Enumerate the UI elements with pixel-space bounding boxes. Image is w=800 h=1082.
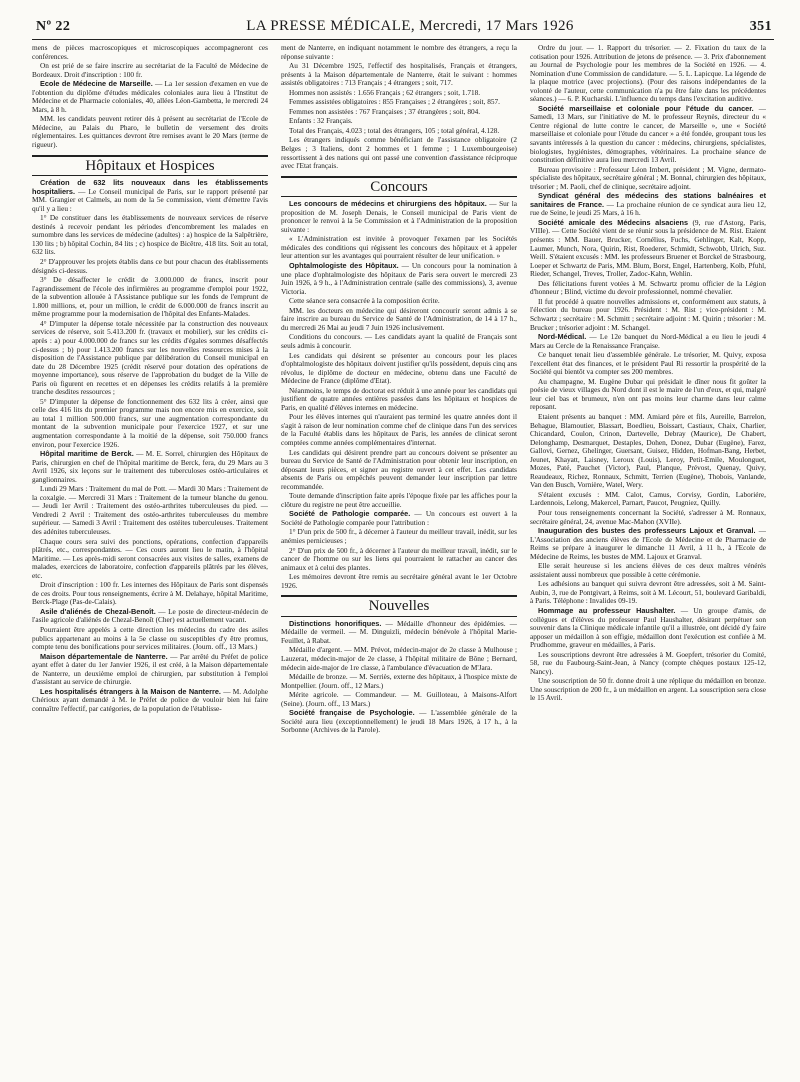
article-text: — Le Conseil municipal de Paris, sur le rapport présenté par MM. Grangier et Calmels, au nom de la 5e commission, vient d'émettre l'avis qu'il y a lieu : xyxy=(32,186,268,213)
masthead-title xyxy=(246,18,574,35)
article-ophtalmologiste xyxy=(281,262,517,296)
article-title: Société de Pathologie comparée. xyxy=(289,509,411,519)
paragraph: Les souscriptions devront être adressées à M. Goepfert, trésorier du Comité, 58, rue du Faubourg-Saint-Jean, à Nancy (compte chèques postaux 125-12, Nancy). xyxy=(530,649,766,676)
article-syndicat xyxy=(530,192,766,218)
article-pathologie xyxy=(281,510,517,527)
article-text: — Le 12e banquet du Nord-Médical a eu lieu le jeudi 4 Mars au Cercle de la Renaissance Française. xyxy=(530,332,766,350)
article-title: Maison départementale de Nanterre. xyxy=(40,651,168,661)
article-inauguration xyxy=(530,527,766,561)
paragraph: 2° D'approuver les projets établis dans ce but pour chacun des établissements désignés ci-dessus. xyxy=(32,257,268,275)
paragraph: Néanmoins, le temps de doctorat est réduit à une année pour les candidats qui justifient de quatre années entières passées dans les hôpitaux et hospices de Paris, en qualité d'élèves internes en médecine. xyxy=(281,385,517,412)
article-alsaciens xyxy=(530,219,766,279)
paragraph: 3° De désaffecter le crédit de 3.000.000 de francs, inscrit pour l'agrandissement de l'école des infirmières au programme d'emploi pour 1922, de la subvention allouée à l'Assistance publique sur les fonds de l'emprunt de 1.800 millions, et, pour un million, le crédit de 6.000.000 de francs inscrit au même programme pour la modernisation de l'hôpital des Enfants-Malades. xyxy=(32,275,268,319)
article-text: — Samedi, 13 Mars, sur l'initiative de M. le professeur Reynès, directeur du « Centre régional de lutte contre le cancer, de Marseille », une « Société marseillaise et coloniale pour l'étude du cancer » a été fondée, groupant tous les savants intéressés à la question du cancer : médecins, chirurgiens, spécialistes, biologistes, hygiénistes, démographes, vétérinaires. La prochaine séance de constitution définitive aura lieu mercredi 13 Avril. xyxy=(530,103,766,165)
paragraph: Pourraient être appelés à cette direction les médecins du cadre des asiles publics appartenant au moins à la 5e classe ou susceptibles d'y être promus, compte tenu des bonifications pour services militaires. (Journ. off., 13 Mars.) xyxy=(32,625,268,652)
paragraph: Enfants : 32 Français. xyxy=(289,116,353,126)
article-title: Ecole de Médecine de Marseille. xyxy=(40,79,153,89)
paragraph: On est prié de se faire inscrire au secrétariat de la Faculté de Médecine de Bordeaux. Droit d'inscription : 100 fr. xyxy=(32,61,268,79)
paragraph: Les candidats qui désirent se présenter au concours pour les places d'ophtalmologiste des hôpitaux doivent justifier qu'ils possèdent, depuis cinq ans révolus, le diplôme de docteur en médecine, obtenu dans une Faculté de Médecine de France (diplôme d'Etat). xyxy=(281,350,517,386)
paragraph: 1° De constituer dans les établissements de nouveaux services de réserve destinés à recevoir pendant les périodes d'encombrement les malades en surnombre dans les services de médecine (adultes) : a) hospice de la Salpêtrière, 130 lits ; b) hôpital Cochin, 84 lits ; c) hospice de Bicêtre, 418 lits. Soit au total, 632 lits. xyxy=(32,213,268,257)
article-hospitalises xyxy=(32,688,268,714)
article-cancer-marseille xyxy=(530,105,766,165)
paragraph: Femmes assistées obligatoires : 855 Françaises ; 2 étrangères ; soit, 857. xyxy=(289,97,500,107)
paragraph: Droit d'inscription : 100 fr. Les internes des Hôpitaux de Paris sont dispensés de ces droits. Pour tous renseignements, écrire à M. Delahaye, hôpital Maritime, Berck-Plage (Pas-de-Calais). xyxy=(32,580,268,607)
article-concours xyxy=(281,200,517,234)
paragraph: Femmes non assistées : 767 Françaises ; 37 étrangères ; soit, 804. xyxy=(289,106,481,116)
article-text: — Par arrêté du Préfet de police ayant effet à dater du 1er Janvier 1926, il est créé, à la Maison départementale de Nanterre, un deuxième emploi de chirurgien, par substitution à l'emploi d'assistant au service de chirurgie. xyxy=(32,651,268,687)
article-text: — Sur la proposition de M. Joseph Denais, le Conseil municipal de Paris vient de prononcer le renvoi à la 5e Commission et à l'Administration de la proposition suivante : xyxy=(281,199,517,234)
paragraph: Les mémoires devront être remis au secrétaire général avant le 1er Octobre 1926. xyxy=(281,572,517,590)
issue-number: Nº 22 xyxy=(36,19,71,34)
paragraph: Toute demande d'inscription faite après l'époque fixée par les affiches pour la clôture du registre ne peut être accueillie. xyxy=(281,491,517,509)
article-text: — Médaille d'honneur des épidémies. — Médaille de vermeil. — M. Dinguizli, médecin bénévole à l'hôpital Marie-Feuillet, à Rabat. xyxy=(281,618,517,645)
section-heading-concours: Concours xyxy=(281,176,517,198)
article-berck xyxy=(32,450,268,484)
article-distinctions xyxy=(281,620,517,646)
masthead xyxy=(32,12,774,40)
article-title: Création de 632 lits nouveaux dans les établissements hospitaliers. xyxy=(32,178,268,196)
paragraph: 5° D'imputer la dépense de fonctionnement des 632 lits à créer, ainsi que celle des 416 lits du premier programme mais non encore mis en exercice, soit au total 1 million 500.000 francs, sur une augmentation correspondante du montant de la subvention municipale pour l'exercice 1927, et sur une augmentation correspondante à la moitié de la dépense, soit 750.000 francs environ, pour l'exercice 1926. xyxy=(32,396,268,449)
paragraph: MM. les docteurs en médecine qui désireront concourir seront admis à se faire inscrire au bureau du Service de Santé de l'Administration, de 14 à 17 h., du mercredi 26 Mai au jeudi 7 Juin 1926 inclusivement. xyxy=(281,305,517,332)
article-text: (9, rue d'Astorg, Paris, VIIIe). — Cette Société vient de se réunir sous la présidence de M. Rist. Etaient présents : MM. Bauer, Brucker, Cornélius, Fuchs, Gehlinger, Kalt, Kopp, Laumer, Munch, Nora, Quirin, Rist, Roederer, Schmidt, Schwobb, Ulrich, Suz. Weill. S'étaient excusés : MM. les professeurs Bruener et Borckel de Strasbourg, Loeper et Schwartz de Paris, MM. Blum, Borst, Engel, Hartenberg, Kolb, Pfuhl, Rieder, Schangel, Treves, Troller, Zadoc-Kahn, Wehlin. xyxy=(530,217,766,279)
paragraph: Au champagne, M. Eugène Dubar qui présidait le dîner nous fit goûter la poésie de vieux villages du Nord dont il est le maire de l'un d'eux, et qui, malgré leur ciel bas et brumeux, n'en ont pas moins leur charme dans leur calme reposant. xyxy=(530,376,766,412)
paragraph: 4° D'imputer la dépense totale nécessitée par la construction des nouveaux services de réserve, soit 5.413.200 fr. (travaux et mobilier), sur les crédits ci-après : a) pour 4.000.000 de francs sur les crédits d'égales sommes désaffectés ci-dessus ; b) pour 1.413.200 francs sur les nouvelles ressources mises à la disposition de l'Assistance publique par délibération du Conseil municipal en date du 28 Décembre 1925 (crédit réservé pour dotation des opérations de moyenne importance), sous réserve de l'approbation du budget de la Ville de Paris où figurent en recettes et en dépenses les crédits relatifs à la première tranche desdites ressources ; xyxy=(32,318,268,397)
paragraph: 2° D'un prix de 500 fr., à décerner à l'auteur du meilleur travail, inédit, sur le cancer de l'homme ou sur les liens qui pourraient le rattacher au cancer des animaux et à celui des plantes. xyxy=(281,545,517,572)
article-title: Distinctions honorifiques. xyxy=(289,618,382,628)
paragraph: Les adhésions au banquet qui suivra devront être adressées, soit à M. Saint-Aubin, 3, rue de Pontgivart, à Reims, soit à M. Lécourt, 51, boulevard Garibaldi, à Paris. Téléphone : Invalides 09-19. xyxy=(530,579,766,606)
publication-name: LA PRESSE MÉDICALE, xyxy=(246,18,416,34)
article-text: — La 1er session d'examen en vue de l'obtention du diplôme d'études médicales coloniales aura lieu à l'Institut de Médecine et de Pharmacie coloniales, 40, allées Léon-Gambetta, le mercredi 24 Mars, à 8 h. xyxy=(32,79,268,114)
column-2 xyxy=(281,44,517,1074)
paragraph: Il fut procédé à quatre nouvelles admissions et, conformément aux statuts, à l'élection du bureau pour 1926. Président : M. Rist ; vice-président : M. Schwartz ; secrétaire : M. Schmitt ; secrétaire adjoint : M. Quirin ; trésorier : M. Brucker ; trésorier adjoint : M. Schangel. xyxy=(530,296,766,332)
article-text: — La prochaine réunion de ce syndicat aura lieu 12, rue de Seine, le jeudi 25 Mars, à 16 h. xyxy=(530,199,766,218)
columns xyxy=(32,44,774,1074)
paragraph: Total des Français, 4.023 ; total des étrangers, 105 ; total général, 4.128. xyxy=(289,125,500,135)
paragraph: Elle serait heureuse si les anciens élèves de ces deux maîtres vénérés assistaient aussi nombreux que possible à cette cérémonie. xyxy=(530,561,766,579)
paragraph: Mérite agricole. — Commandeur. — M. Guilloteau, à Maisons-Alfort (Seine). (Journ. off., 13 Mars.) xyxy=(281,690,517,708)
paragraph: Conditions du concours. — Les candidats ayant la qualité de Français sont seuls admis à concourir. xyxy=(281,332,517,350)
article-title: Hôpital maritime de Berck. xyxy=(40,449,134,459)
paragraph: Ce banquet tenait lieu d'assemblée générale. Le trésorier, M. Quivy, exposa l'excellent état des finances, et le président Paul Ri ressortir la prospérité de la Société qui bientôt va compter ses 200 membres. xyxy=(530,350,766,377)
article-title: Société française de Psychologie. xyxy=(289,708,415,718)
article-creation-lits xyxy=(32,179,268,213)
article-title: Société amicale des Médecins alsaciens xyxy=(538,217,689,227)
article-text: — L'assemblée générale de la Société aura lieu (exceptionnellement) le jeudi 18 Mars 1926, à 17 h., à la Sorbonne (Archives de la Parole). xyxy=(281,708,517,735)
paragraph: Médaille de bronze. — M. Serriès, externe des hôpitaux, à l'hospice mixte de Montpellier. (Journ. off., 12 Mars.) xyxy=(281,672,517,690)
paragraph: Pour tous renseignements concernant la Société, s'adresser à M. Ronnaux, secrétaire général, 24, avenue Mac-Mahon (XVIIe). xyxy=(530,507,766,526)
paragraph: 1° D'un prix de 500 fr., à décerner à l'auteur du meilleur travail, inédit, sur les anémies pernicieuses ; xyxy=(281,527,517,545)
article-nord-medical xyxy=(530,333,766,350)
article-text: — M. Adolphe Chérioux ayant demandé à M. le Préfet de police de vouloir bien lui faire connaître l'effectif, par catégories, de la population de l'établisse- xyxy=(32,686,268,713)
issue-date: Mercredi, 17 Mars 1926 xyxy=(419,18,574,34)
article-title: Inauguration des bustes des professeurs Lajoux et Granval. xyxy=(538,526,756,536)
paragraph: Médaille d'argent. — MM. Prévot, médecin-major de 2e classe à Mulhouse ; Lauzerat, médecin-major de 2e classe, à l'hôpital militaire de Bône ; Bernard, médecin aide-major de 1re classe, à l'ambulance d'évacuation de M'Jara. xyxy=(281,645,517,672)
column-3 xyxy=(530,44,766,1074)
paragraph: Cette séance sera consacrée à la composition écrite. xyxy=(289,296,440,306)
page-number: 351 xyxy=(749,19,772,34)
paragraph: Lundi 29 Mars : Traitement du mal de Pott. — Mardi 30 Mars : Traitement de la coxalgie. — Mercredi 31 Mars : Traitement de la tumeur blanche du genou. — Jeudi 1er Avril : Traitement des ostéo-arthrites tuberculeuses du pied. — Vendredi 2 Avril : Traitement des ostéo-arthrites tuberculeuses du membre supérieur. — Samedi 3 Avril : Traitement des ostéites tuberculeuses. Traitement des adénites tuberculeuses. xyxy=(32,484,268,536)
section-heading-nouvelles: Nouvelles xyxy=(281,595,517,617)
article-text: — Le poste de directeur-médecin de l'asile agricole d'aliénés de Chezal-Benoît (Cher) est actuellement vacant. xyxy=(32,606,268,625)
paragraph: Ordre du jour. — 1. Rapport du trésorier. — 2. Fixation du taux de la cotisation pour 1926. Attribution de jetons de présence. — 3. Prix d'abonnement au Journal de Psychologie pour les membres de la Société en 1926. — 4. Nomination d'une Commission de candidature. — 5. L. Lapicque. La légende de la plaque motrice (avec projections). (Pour des raisons indépendantes de la volonté de l'auteur, cette communication n'a pu être faite dans les précédentes séances.) — 6. P. Kucharski. L'influence du temps dans l'excitation auditive. xyxy=(530,44,766,104)
paragraph: Chaque cours sera suivi des ponctions, opérations, confection d'appareils plâtrés, etc., correspondantes. — Ces cours auront lieu le matin, à l'hôpital Maritime. — Les après-midi seront consacrées aux visites de salles, examens de malades, exercices de laboratoire, confection d'appareils plâtrés par les élèves, etc. xyxy=(32,536,268,580)
paragraph: Etaient présents au banquet : MM. Amiard père et fils, Aureille, Barrelon, Behague, Blamoutier, Blassart, Boedlieu, Boissart, Castiaux, Chaix, Charlier, Chicandard, Coulon, Crinon, Dartevelle, Debray (Maurice), De Chabert, Delonghamp, Desmarquet, Destaples, Dohen, Donez, Dubar (Eugène), Farez, Gallovi, Gernez, Ghelinger, Guersant, Guisez, Hidden, Hofman-Bang, Herbet, Jeunet, Khayatt, Laisney, Leroux (Louis), Leroy, Petit-Emile, Moulonguet, Mozes, Paté, Pauchet (Victor), Paul, Planque, Prévost, Quenay, Quivy, Reaudeaux, Richez, Ronnaux, Schmitt, Terrien (Eugène), Thobois, Vanlande, Van den Busch, Vornière, Watel, Wery. xyxy=(530,411,766,490)
paragraph: « L'Administration est invitée à provoquer l'examen par les Sociétés médicales des conditions qui régissent les concours des hôpitaux et à appeler leur attention sur les avantages qui pourraient résulter de leur unification. » xyxy=(281,234,517,261)
article-nanterre xyxy=(32,653,268,687)
article-title: Les concours de médecins et chirurgiens des hôpitaux. xyxy=(289,199,487,209)
article-ecole-marseille xyxy=(32,80,268,114)
article-haushalter xyxy=(530,607,766,650)
paragraph: Bureau provisoire : Professeur Léon Imbert, président ; M. Vigne, dermato-spécialiste des hôpitaux, secrétaire général ; M. Bonnal, chirurgien des hôpitaux, trésorier ; M. Paoli, chef de clinique, secrétaire adjoint. xyxy=(530,164,766,191)
paragraph: Les étrangers indiqués comme bénéficiant de l'assistance obligatoire (2 Belges ; 3 Italiens, dont 2 hommes et 1 femme ; 1 Luxembourgeoise) ressortissent à des nations qui ont passé une convention d'assistance réciproque avec l'Etat français. xyxy=(281,135,517,171)
article-title: Nord-Médical. xyxy=(538,332,587,342)
paragraph: Des félicitations furent votées à M. Schwartz promu officier de la Légion d'honneur ; Blind, victime du devoir professionnel, nommé chevalier. xyxy=(530,278,766,297)
paragraph: S'étaient excusés : MM. Calot, Camus, Corvisy, Gordin, Laboriére, Lardennois, Lelong, Makercel, Parnart, Paucot, Peugniez, Quilly. xyxy=(530,489,766,508)
paragraph: Une souscription de 50 fr. donne droit à une réplique du médaillon en bronze. Une souscription de 200 fr., à un médaillon en argent. La souscription sera close le 15 Avril. xyxy=(530,676,766,703)
article-text: — Un concours est ouvert à la Société de Pathologie comparée pour l'attribution : xyxy=(281,509,517,527)
paragraph: Les candidats qui désirent prendre part au concours doivent se présenter au bureau du Service de Santé de l'Administration pour obtenir leur inscription, en déposant leurs pièces, et signer au registre ouvert à cet effet. Les candidats absents de Paris ou empêchés peuvent demander leur inscription par lettre recommandée. xyxy=(281,447,517,491)
article-psychologie xyxy=(281,709,517,735)
paragraph: Au 31 Décembre 1925, l'effectif des hospitalisés, Français et étrangers, présents à la Maison départementale de Nanterre, était le suivant : hommes assistés obligatoires : 713 Français ; 4 étrangers ; soit, 717. xyxy=(281,61,517,88)
paragraph: ment de Nanterre, en indiquant notamment le nombre des étrangers, a reçu la réponse suivante : xyxy=(281,44,517,61)
article-title: Hommage au professeur Haushalter. xyxy=(538,606,676,615)
article-text: — Un concours pour la nomination à une place d'ophtalmologiste des hôpitaux de Paris sera ouvert le mercredi 23 Juin 1926, à 9 h., à l'Administration centrale (salle des commissions), 3, avenue Victoria. xyxy=(281,261,517,296)
article-chezal xyxy=(32,608,268,625)
article-title: Société marseillaise et coloniale pour l'étude du cancer. xyxy=(538,103,754,113)
article-title: Ophtalmologiste des Hôpitaux. xyxy=(289,261,399,271)
article-text: — Un groupe d'amis, de collègues et d'élèves du professeur Paul Haushalter, désirant perpétuer son souvenir dans la Clinique médicale infantile qu'il a illustrée, ont décidé d'y faire apposer un médaillon à son effigie, médaillon dont l'exécution est confiée à M. Prudhomme, graveur en médailles, à Paris. xyxy=(530,606,766,650)
article-title: Asile d'aliénés de Chezal-Benoît. xyxy=(40,606,156,616)
article-text: — L'Association des anciens élèves de l'Ecole de Médecine et de Pharmacie de Reims se prépare à inaugurer le dimanche 11 Avril, à 11 h., à l'Ecole de Médecine de Reims, les bustes de MM. Lajoux et Granval. xyxy=(530,526,766,561)
article-text: — M. E. Sorrel, chirurgien des Hôpitaux de Paris, chirurgien en chef de l'hôpital maritime de Berck, fera, du 29 Mars au 3 Avril 1926, six leçons sur le traitement des tuberculoses ostéo-articulaires et ganglionnaires. xyxy=(32,449,268,484)
paragraph: Hommes non assistés : 1.656 Français ; 62 étrangers ; soit, 1.718. xyxy=(289,87,481,97)
article-title: Les hospitalisés étrangers à la Maison de Nanterre. xyxy=(40,686,221,696)
paragraph: Pour les élèves internes qui n'auraient pas terminé les quatre années dont il s'agit à raison de leur nomination comme chef de clinique dans l'un des services de la Faculté établis dans les hôpitaux de Paris, les années de clinicat seront comptées comme années complémentaires d'internat. xyxy=(281,412,517,447)
article-title: Syndicat général des médecins des stations balnéaires et sanitaires de France. xyxy=(530,191,766,209)
paragraph: mens de pièces macroscopiques et microscopiques accompagneront ces conférences. xyxy=(32,44,268,61)
section-heading-hopitaux: Hôpitaux et Hospices xyxy=(32,155,268,177)
paragraph: MM. les candidats peuvent retirer dès à présent au secrétariat de l'Ecole de Médecine, au Palais du Pharo, le bulletin de versement des droits réglementaires. Les quittances devront être remises avant le 20 Mars (terme de rigueur). xyxy=(32,114,268,150)
column-1 xyxy=(32,44,268,1074)
